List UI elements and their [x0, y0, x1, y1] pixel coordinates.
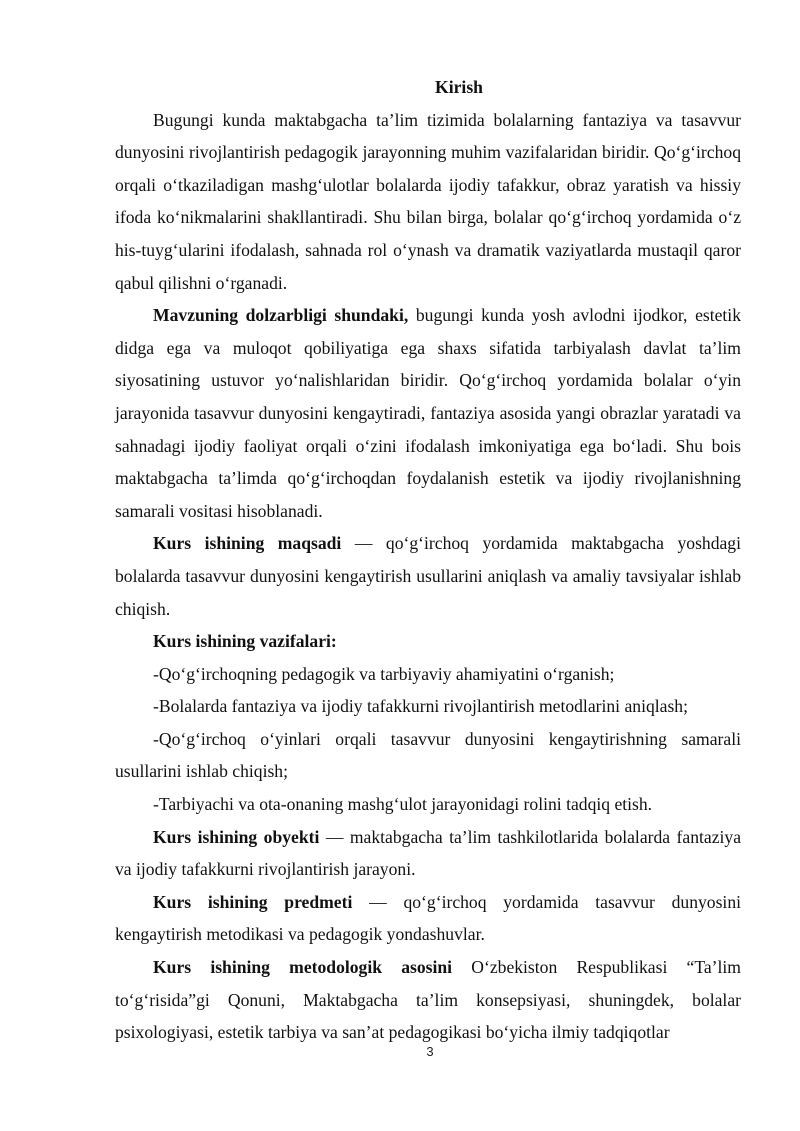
relevance-label: Mavzuning dolzarbligi shundaki, — [153, 305, 409, 326]
subject-label: Kurs ishining predmeti — [153, 891, 353, 912]
relevance-paragraph — [115, 299, 741, 527]
tasks-heading — [115, 625, 741, 658]
object-text: — maktabgacha ta’lim tashkilotlarida bolalarda fantaziya va ijodiy tafakkurni rivojlantirish jarayoni. — [115, 826, 741, 880]
task-item: -Qo‘g‘irchoq o‘yinlari orqali tasavvur dunyosini kengaytirishning samarali usullarini ishlab chiqish; — [115, 728, 741, 782]
task-item: -Qo‘g‘irchoqning pedagogik va tarbiyaviy ahamiyatini o‘rganish; — [153, 663, 615, 684]
task-item: -Tarbiyachi va ota-onaning mashg‘ulot jarayonidagi rolini tadqiq etish. — [153, 794, 653, 815]
methodology-text: O‘zbekiston Respublikasi “Ta’lim to‘g‘risida”gi Qonuni, Maktabgacha ta’lim konsepsiyasi, shuningdek, bolalar psixologiyasi, estetik tarbiya va san’at pedagogikasi bo‘yicha ilmiy tadqiqotlar — [115, 957, 741, 1043]
object-label: Kurs ishining obyekti — [153, 826, 320, 847]
subject-paragraph — [115, 886, 741, 951]
tasks-label: Kurs ishining vazifalari: — [153, 631, 337, 652]
object-paragraph — [115, 821, 741, 886]
subject-text: — qo‘g‘irchoq yordamida tasavvur dunyosini kengaytirish metodikasi va pedagogik yondashuvlar. — [115, 891, 742, 945]
methodology-label: Kurs ishining metodologik asosini — [153, 957, 453, 978]
relevance-text: bugungi kunda yosh avlodni ijodkor, estetik didga ega va muloqot qobiliyatiga ega shaxs sifatida tarbiyalash davlat ta’lim siyosatining ustuvor yo‘nalishlaridan biridir. Qo‘g‘irchoq yordamida bolalar o‘yin jarayonida tasavvur dunyosini kengaytiradi, fantaziya asosida yangi obrazlar yaratadi va sahnadagi ijodiy faoliyat orqali o‘zini ifodalash imkoniyatiga ega bo‘ladi. Shu bois maktabgacha ta’limda qo‘g‘irchoqdan foydalanish estetik va ijodiy rivojlanishning samarali vositasi hisoblanadi. — [115, 305, 741, 521]
goal-text: — qo‘g‘irchoq yordamida maktabgacha yoshdagi bolalarda tasavvur dunyosini kengaytirish usullarini aniqlash va amaliy tavsiyalar ishlab chiqish. — [115, 533, 741, 619]
section-title: Kirish — [435, 77, 483, 97]
methodology-paragraph — [115, 951, 741, 1049]
page-number: 3 — [426, 1044, 434, 1059]
goal-paragraph — [115, 527, 741, 625]
intro-paragraph: Bugungi kunda maktabgacha ta’lim tizimida bolalarning fantaziya va tasavvur dunyosini rivojlantirish pedagogik jarayonning muhim vazifalaridan biridir. Qo‘g‘irchoq orqali o‘tkaziladigan mashg‘ulotlar bolalarda ijodiy tafakkur, obraz yaratish va hissiy ifoda ko‘nikmalarini shakllantiradi. Shu bilan birga, bolalar qo‘g‘irchoq yordamida o‘z his-tuyg‘ularini ifodalash, sahnada rol o‘ynash va dramatik vaziyatlarda mustaqil qaror qabul qilishni o‘rganadi. — [115, 109, 741, 293]
document-body — [115, 71, 741, 1049]
task-item: -Bolalarda fantaziya va ijodiy tafakkurni rivojlantirish metodlarini aniqlash; — [153, 696, 688, 717]
goal-label: Kurs ishining maqsadi — [153, 533, 342, 554]
